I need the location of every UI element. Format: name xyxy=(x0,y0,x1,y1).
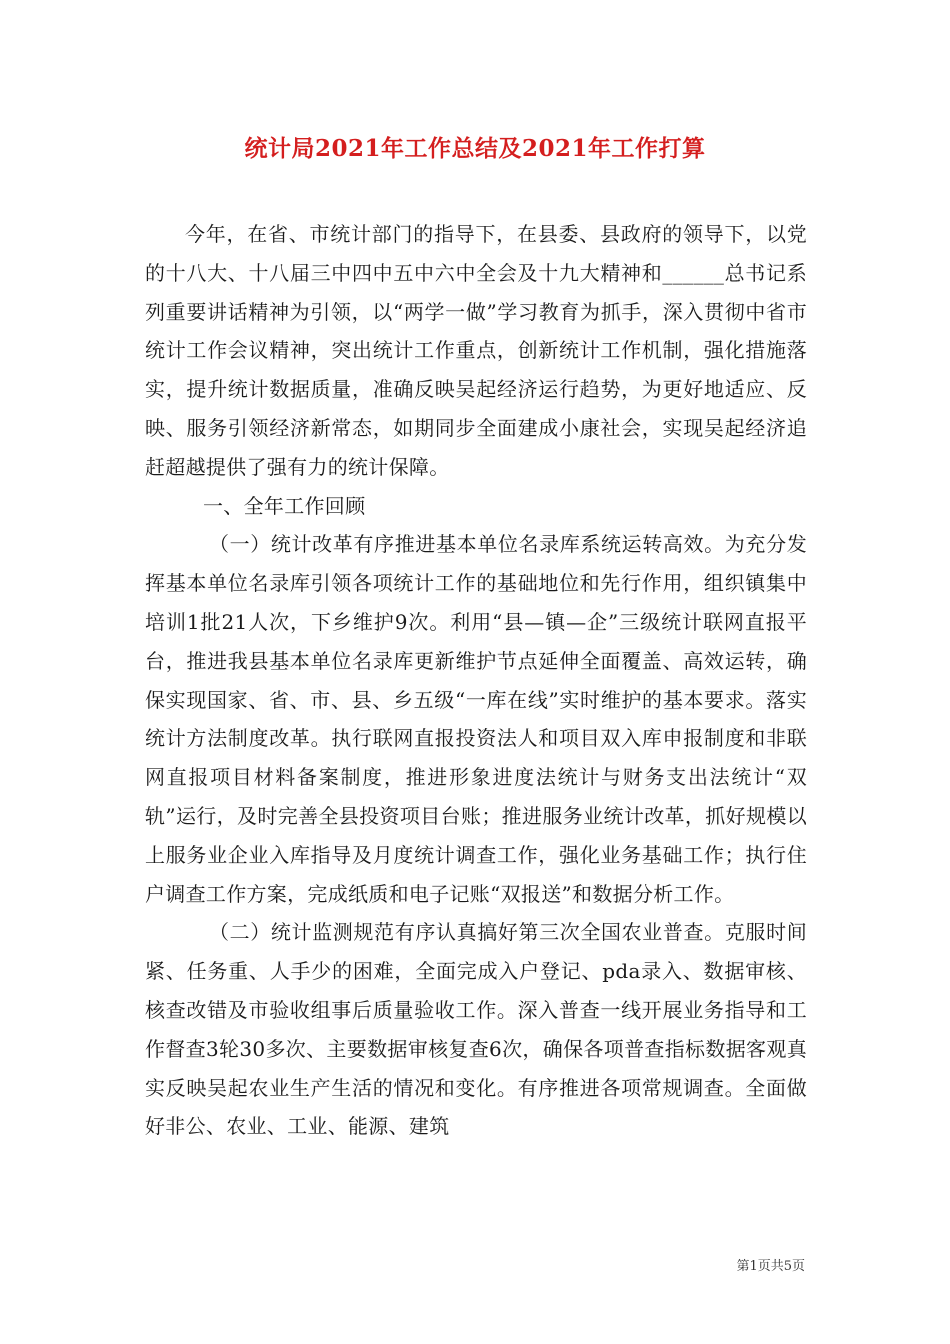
page-number: 第1页共5页 xyxy=(736,1259,805,1274)
intro-paragraph: 今年，在省、市统计部门的指导下，在县委、县政府的领导下，以党的十八大、十八届三中四中五中六中全会及十九大精神和______总书记系列重要讲话精神为引领，以“两学一做”学习教育为抓手，深入贯彻中省市统计工作会议精神，突出统计工作重点，创新统计工作机制，强化措施落实，提升统计数据质量，准确反映吴起经济运行趋势，为更好地适应、反映、服务引领经济新常态，如期同步全面建成小康社会，实现吴起经济追赶超越提供了强有力的统计保障。 xyxy=(145,222,807,479)
document-title: 统计局2021年工作总结及2021年工作打算 xyxy=(244,135,706,162)
subsection-paragraph-1: （一）统计改革有序推进基本单位名录库系统运转高效。为充分发挥基本单位名录库引领各项统计工作的基础地位和先行作用，组织镇集中培训1批21人次，下乡维护9次。利用“县—镇—企”三级统计联网直报平台，推进我县基本单位名录库更新维护节点延伸全面覆盖、高效运转，确保实现国家、省、市、县、乡五级“一库在线”实时维护的基本要求。落实统计方法制度改革。执行联网直报投资法人和项目双入库申报制度和非联网直报项目材料备案制度，推进形象进度法统计与财务支出法统计“双轨”运行，及时完善全县投资项目台账；推进服务业统计改革，抓好规模以上服务业企业入库指导及月度统计调查工作，强化业务基础工作；执行住户调查工作方案，完成纸质和电子记账“双报送”和数据分析工作。 xyxy=(145,532,807,906)
subsection-paragraph-2: （二）统计监测规范有序认真搞好第三次全国农业普查。克服时间紧、任务重、人手少的困难，全面完成入户登记、pda录入、数据审核、核查改错及市验收组事后质量验收工作。深入普查一线开展业务指导和工作督查3轮30多次、主要数据审核复查6次，确保各项普查指标数据客观真实反映吴起农业生产生活的情况和变化。有序推进各项常规调查。全面做好非公、农业、工业、能源、建筑 xyxy=(145,920,807,1139)
section-heading: 一、全年工作回顾 xyxy=(203,493,366,518)
document-body xyxy=(145,215,807,1146)
